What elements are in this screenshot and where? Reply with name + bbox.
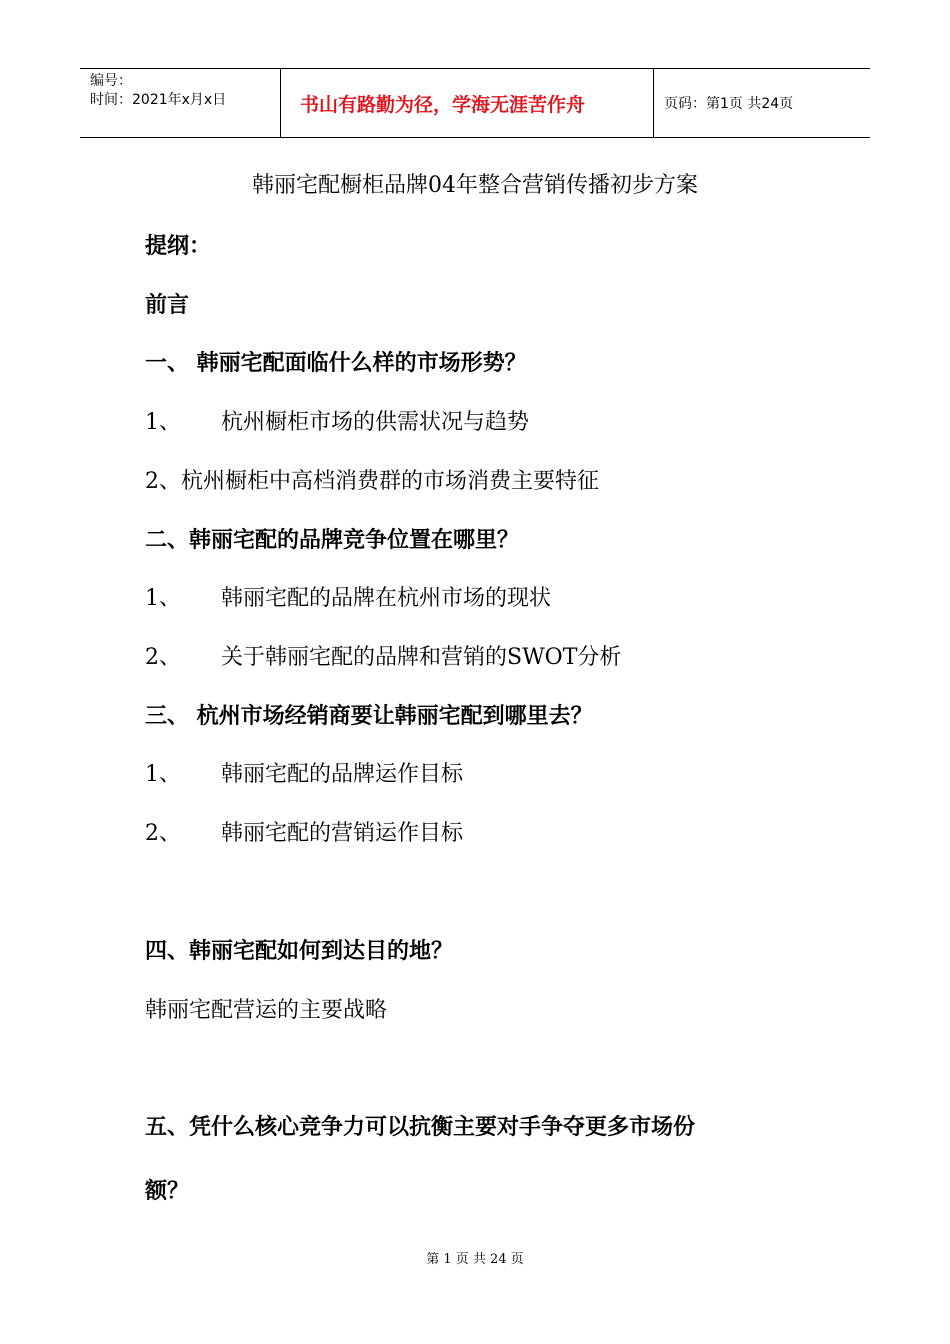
motto-text: 书山有路勤为径，学海无涯苦作舟 [300,93,586,116]
section-3-item-2 [145,816,463,847]
section-2-heading: 二、韩丽宅配的品牌竞争位置在哪里？ [145,528,520,553]
header-meta-cell [80,69,281,137]
item-text: 杭州橱柜市场的供需状况与趋势 [221,410,530,435]
item-text: 关于韩丽宅配的品牌和营销的SWOT分析 [221,645,622,670]
item-text: 韩丽宅配的营销运作目标 [221,821,464,846]
page-footer: 第 1 页 共 24 页 [426,1252,524,1267]
item-number: 2、 [145,645,181,670]
outline-label: 提纲： [145,234,212,259]
number-label: 编号： [90,73,132,89]
section-5-heading-line-1: 五、凭什么核心竞争力可以抗衡主要对手争夺更多市场份 [145,1115,696,1140]
item-text: 韩丽宅配的品牌运作目标 [221,762,464,787]
item-text: 韩丽宅配的品牌在杭州市场的现状 [221,586,552,611]
section-2-item-2 [145,640,621,671]
item-number: 1、 [145,762,181,787]
section-1-item-2: 2、杭州橱柜中高档消费群的市场消费主要特征 [145,469,599,494]
header-motto-cell [281,69,654,137]
section-3-item-1 [145,757,463,788]
time-label: 时间：2021年x月x日 [90,92,227,108]
section-4-text: 韩丽宅配营运的主要战略 [145,998,388,1023]
item-number: 2、 [145,821,181,846]
section-2-item-1 [145,581,551,612]
section-3-heading: 三、 杭州市场经销商要让韩丽宅配到哪里去？ [145,704,593,729]
document-title: 韩丽宅配橱柜品牌04年整合营销传播初步方案 [252,173,698,198]
item-number: 1、 [145,410,181,435]
page-info: 页码：第1页 共24页 [664,96,794,112]
section-4-heading: 四、韩丽宅配如何到达目的地？ [145,939,454,964]
preface-heading: 前言 [145,293,190,318]
section-5-heading-line-2: 额？ [145,1179,190,1204]
section-1-heading: 一、 韩丽宅配面临什么样的市场形势？ [145,351,527,376]
section-1-item-1 [145,405,529,436]
header-page-cell [654,69,870,137]
item-number: 1、 [145,586,181,611]
document-header-table [80,68,870,138]
